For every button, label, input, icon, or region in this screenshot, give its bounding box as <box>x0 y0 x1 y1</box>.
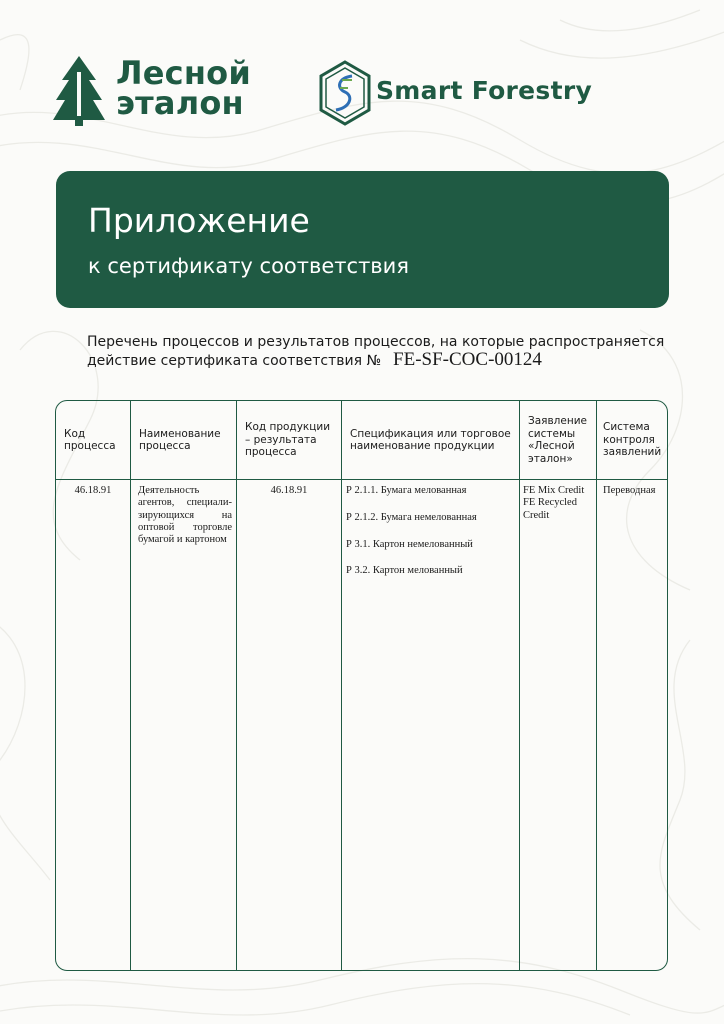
certificate-number: FE-SF-COC-00124 <box>393 349 542 370</box>
spruce-tree-icon <box>52 54 106 128</box>
cell-process-name: Деятельность агентов, специали-зирующихся на оптовой торговле бумагой и картоном <box>138 485 232 546</box>
spec-item: Р 3.2. Картон мелованный <box>346 565 463 577</box>
cell-claims <box>523 485 595 522</box>
header-specification: Спецификация или торговое наименование продукции <box>350 427 511 452</box>
header-claim: Заявление системы «Лесной эталон» <box>528 415 587 465</box>
column-divider <box>519 401 520 970</box>
column-divider <box>130 401 131 970</box>
cell-control-system: Переводная <box>603 485 656 496</box>
spec-item: Р 3.1. Картон немелованный <box>346 538 473 550</box>
logo-line2: эталон <box>116 84 244 122</box>
intro-paragraph <box>87 333 677 370</box>
intro-line2: действие сертификата соответствия № <box>87 353 382 369</box>
header-control-system: Система контроля заявлений <box>603 421 662 459</box>
column-divider <box>341 401 342 970</box>
spec-item: Р 2.1.2. Бумага немелованная <box>346 511 477 523</box>
intro-line1: Перечень процессов и результатов процессов, на которые распространяется <box>87 334 665 350</box>
page-title: Приложение <box>88 201 310 240</box>
header-product-code: Код продукции – результата процесса <box>245 421 331 459</box>
header-process-code: Код процесса <box>64 427 116 452</box>
cell-specifications <box>346 485 516 592</box>
column-divider <box>596 401 597 970</box>
smart-forestry-text: Smart Forestry <box>376 76 593 105</box>
cell-process-code: 46.18.91 <box>74 485 112 496</box>
lesnoy-etalon-logo <box>52 54 262 128</box>
smart-forestry-logo <box>318 60 593 130</box>
hexagon-sf-emblem-icon <box>318 60 372 126</box>
claim-item: FE Recycled Credit <box>523 497 577 521</box>
title-banner <box>56 171 669 308</box>
claim-item: FE Mix Credit <box>523 485 585 496</box>
cell-product-code: 46.18.91 <box>270 485 308 496</box>
page-subtitle: к сертификату соответствия <box>88 254 409 278</box>
logo-line1: Лесной <box>116 54 251 92</box>
spec-item: Р 2.1.1. Бумага мелованная <box>346 485 467 496</box>
header-process-name: Наименование процесса <box>139 427 221 452</box>
scope-table <box>55 400 668 971</box>
header-divider <box>56 479 667 480</box>
